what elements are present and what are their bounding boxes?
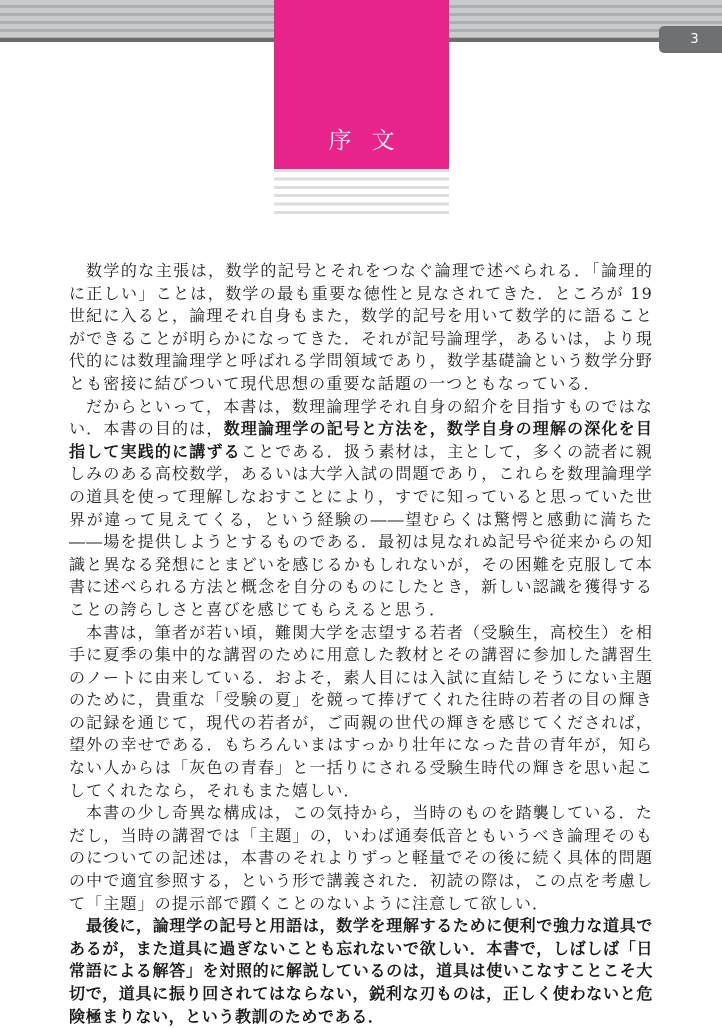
paragraph-3-text: 本書は，筆者が若い頃，難関大学を志望する若者（受験生，高校生）を相手に夏季の集中的な講習のために用意した教材とその講習に参加した講習生のノートに由来している．およそ，素人目には入試に直結しそうにない主題のために，貴重な「受験の夏」を競って捧げてくれた往時の若者の目の輝きの記録を通じて，現代の若者が，ご両親の世代の輝きを感じてくだされば，望外の幸せである．もちろんいまはすっかり壮年になった昔の青年が，知らない人からは「灰色の青春」と一括りにされる受験生時代の輝きを思い起こしてくれたなら，それもまた嬉しい． bbox=[69, 622, 653, 800]
paragraph-2-text-a: だからといって，本書は，数理論理学それ自身の紹介を目指すものではない．本書の目的は， bbox=[69, 396, 653, 439]
paragraph-5-emphasis bbox=[69, 915, 653, 1028]
paragraph-1-text: 数学的な主張は，数学的記号とそれをつなぐ論理で述べられる．「論理的に正しい」ことは，数学の最も重要な徳性と見なされてきた．ところが 19 世紀に入ると，論理それ自身もまた，数学的記号を用いて数学的に語ることができることが明らかになってきた．それが記号論理学，あるいは，より現代的には数理論理学と呼ばれる学問領域であり，数学基礎論という数学分野とも密接に結びついて現代思想の重要な話題の一つともなっている． bbox=[69, 261, 653, 393]
chapter-title-block bbox=[274, 0, 449, 169]
paragraph-2 bbox=[69, 396, 653, 622]
preface-body bbox=[69, 260, 653, 1028]
page-number-tab bbox=[659, 26, 722, 53]
paragraph-1 bbox=[69, 260, 653, 396]
title-decorative-stripes bbox=[274, 169, 449, 215]
paragraph-2-emphasis: 数理論理学の記号と方法を，数学自身の理解の深化を目指して実践的に講ずる bbox=[69, 419, 653, 461]
paragraph-3 bbox=[69, 622, 653, 803]
paragraph-4-text: 本書の少し奇異な構成は，この気持から，当時のものを踏襲している．ただし，当時の講習では「主題」の，いわば通奏低音ともいうべき論理そのものについての記述は，本書のそれよりずっと軽量でその後に続く具体的問題の中で適宜参照する，という形で講義された．初読の際は，この点を考慮して「主題」の提示部で躓くことのないように注意して欲しい． bbox=[69, 803, 653, 913]
paragraph-4 bbox=[69, 802, 653, 915]
chapter-title: 序文 bbox=[328, 128, 415, 154]
page-number: 3 bbox=[690, 32, 699, 47]
paragraph-5-text: 最後に，論理学の記号と用語は，数学を理解するために便利で強力な道具であるが，また道具に過ぎないことも忘れないで欲しい．本書で，しばしば「日常語による解答」を対照的に解説しているのは，道具は使いこなすことこそ大切で，道具に振り回されてはならない，鋭利な刃ものは，正しく使わないと危険極まりない，という教訓のためである． bbox=[69, 916, 653, 1026]
paragraph-2-text-b: ことである．扱う素材は，主として，多くの読者に親しみのある高校数学，あるいは大学入試の問題であり，これらを数理論理学の道具を使って理解しなおすことにより，すでに知っていると思っていた世界が違って見えてくる，という経験の――望むらくは驚愕と感動に満ちた――場を提供しようとするものである．最初は見なれぬ記号や従来からの知識と異なる発想にとまどいを感じるかもしれないが，その困難を克服して本書に述べられる方法と概念を自分のものにしたとき，新しい認識を獲得することの誇らしさと喜びを感じてもらえると思う． bbox=[69, 441, 653, 619]
